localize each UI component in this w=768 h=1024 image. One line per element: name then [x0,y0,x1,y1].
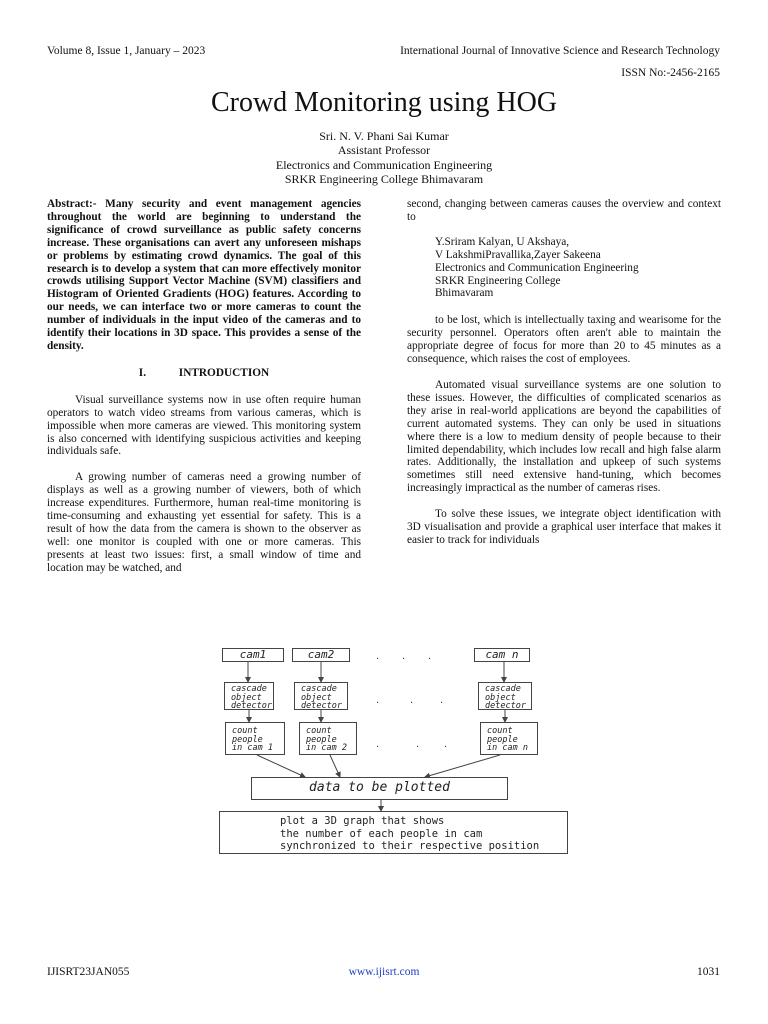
camn-box [474,648,530,662]
volume-info: Volume 8, Issue 1, January – 2023 [47,45,206,57]
coauthor-college: SRKR Engineering College [435,274,561,287]
right-column [407,198,721,547]
count-1-line-3: in cam 1 [232,743,273,754]
coauthor-block [435,236,721,301]
arrow-count2-plotted [330,755,340,777]
count-box-n [480,722,538,755]
detector-1-line-2: object [231,692,262,703]
count-2-line-3: in cam 2 [306,743,347,754]
output-line-2: the number of each people in cam [280,827,483,840]
ellipsis-dot: · [410,698,414,709]
ellipsis-dot: · [440,698,444,709]
cam2-label: cam2 [307,648,335,661]
cam2-box [292,648,350,662]
count-box-2 [299,722,357,755]
detector-n-line-2: object [485,692,516,703]
issn: ISSN No:-2456-2165 [621,67,720,79]
section-heading [47,367,361,380]
author-position: Assistant Professor [337,143,431,158]
journal-url-link[interactable]: www.ijisrt.com [348,966,420,978]
arrow-count1-plotted [257,755,305,777]
intro-paragraph-2: A growing number of cameras need a growing number of displays as well as a growing number of viewers, both of which increase expenditures. Furthermore, human real-time monitoring is time-consuming and exhausting yet essential for safety. This is a result of how the data from the camera is shown to the observer as well: one monitor is coupled with one or more cameras. This presents at least two issues: first, a small window of time and location may be watched, and [47,471,361,574]
coauthor-city: Bhimavaram [435,287,494,300]
count-2-line-1: count [306,726,332,736]
count-1-line-1: count [232,726,258,736]
output-line-1: plot a 3D graph that shows [280,815,445,827]
right-paragraph-3: To solve these issues, we integrate object identification with 3D visualisation and provide a graphical user interface that makes it easier to track for individuals [407,508,721,546]
data-to-be-plotted-label: data to be plotted [309,780,450,795]
continuation-text: second, changing between cameras causes the overview and context to [407,198,721,223]
ellipsis-dot: · [376,654,380,665]
ellipsis-dot: · [444,742,448,753]
detector-box-1 [224,682,274,710]
count-n-line-1: count [487,726,513,736]
right-paragraph-1: to be lost, which is intellectually taxing and wearisome for the security personnel. Operators often aren't able to maintain the appropriate degree of focus for more than 20 to 45 minutes as a consequence, which raises the cost of employees. [407,314,721,366]
detector-1-line-3: detector [231,701,272,712]
detector-2-line-3: detector [301,701,342,712]
coauthor-names-1: Y.Sriram Kalyan, U Akshaya, [435,235,570,248]
author-name: Sri. N. V. Phani Sai Kumar [319,129,449,143]
coauthor-names-2: V LakshmiPravallika,Zayer Sakeena [435,248,601,261]
ellipsis-dot: · [376,742,380,753]
cam1-label: cam1 [239,648,267,661]
output-line-3: synchronized to their respective position [280,840,540,852]
data-to-be-plotted-box [251,777,508,800]
author-block [0,129,768,186]
detector-box-n [478,682,532,710]
left-column [47,198,361,575]
coauthor-department: Electronics and Communication Engineering [435,261,639,274]
detector-2-line-1: cascade [301,684,337,694]
abstract: Abstract:- Many security and event management agencies throughout the world are beginning to understand the significance of crowd surveillance as public safety concerns increase. These organisations can avert any unforeseen mishaps or problems by estimating crowd dynamics. The goal of this research is to develop a system that can more effectively monitor crowds utilising Support Vector Machine (SVM) classifiers and Histogram of Oriented Gradients (HOG) features. According to our needs, we can interface two or more cameras to count the number of individuals in the input video of the cameras and to identify their locations in 3D space. This provides a sense of the density. [47,198,361,352]
intro-paragraph-1: Visual surveillance systems now in use often require human operators to watch video streams from various cameras, which is impossible when more cameras are viewed. This monitoring system is also concerned with identifying suspicious activities and keeping individuals safe. [47,393,361,458]
author-college: SRKR Engineering College Bhimavaram [284,171,484,186]
right-paragraph-2: Automated visual surveillance systems are one solution to these issues. However, the difficulties of complicated scenarios as they arise in real-world applications are beyond the capabilities of current automated systems. They can only be used in situations where there is a low to medium density of people because to their limited dependability, which includes low recall and high false alarm rates. Additionally, the installation and upkeep of such systems sometimes still need extensive hand-tuning, which becomes increasingly impractical as the number of cameras rises. [407,378,721,495]
count-box-1 [225,722,285,755]
arrow-countn-plotted [425,755,500,777]
author-department: Electronics and Communication Engineering [275,157,493,172]
detector-2-line-2: object [301,692,332,703]
article-code: IJISRT23JAN055 [47,966,130,978]
count-2-line-2: people [306,734,337,745]
output-graph-box [219,811,568,854]
camn-label: cam n [485,648,519,661]
page-number: 1031 [697,966,720,978]
count-n-line-2: people [487,734,518,745]
section-number: I. [138,366,147,379]
ellipsis-dot: · [428,654,432,665]
ellipsis-dot: · [402,654,406,665]
detector-box-2 [294,682,348,710]
detector-1-line-1: cascade [231,684,267,694]
ellipsis-dot: · [416,742,420,753]
section-title: INTRODUCTION [178,366,270,379]
cam1-box [222,648,284,662]
count-n-line-3: in cam n [487,743,528,754]
journal-name: International Journal of Innovative Science and Research Technology [400,45,720,57]
count-1-line-2: people [232,734,263,745]
detector-n-line-3: detector [485,701,526,712]
ellipsis-dot: · [376,698,380,709]
paper-title: Crowd Monitoring using HOG [210,87,558,118]
detector-n-line-1: cascade [485,684,521,694]
